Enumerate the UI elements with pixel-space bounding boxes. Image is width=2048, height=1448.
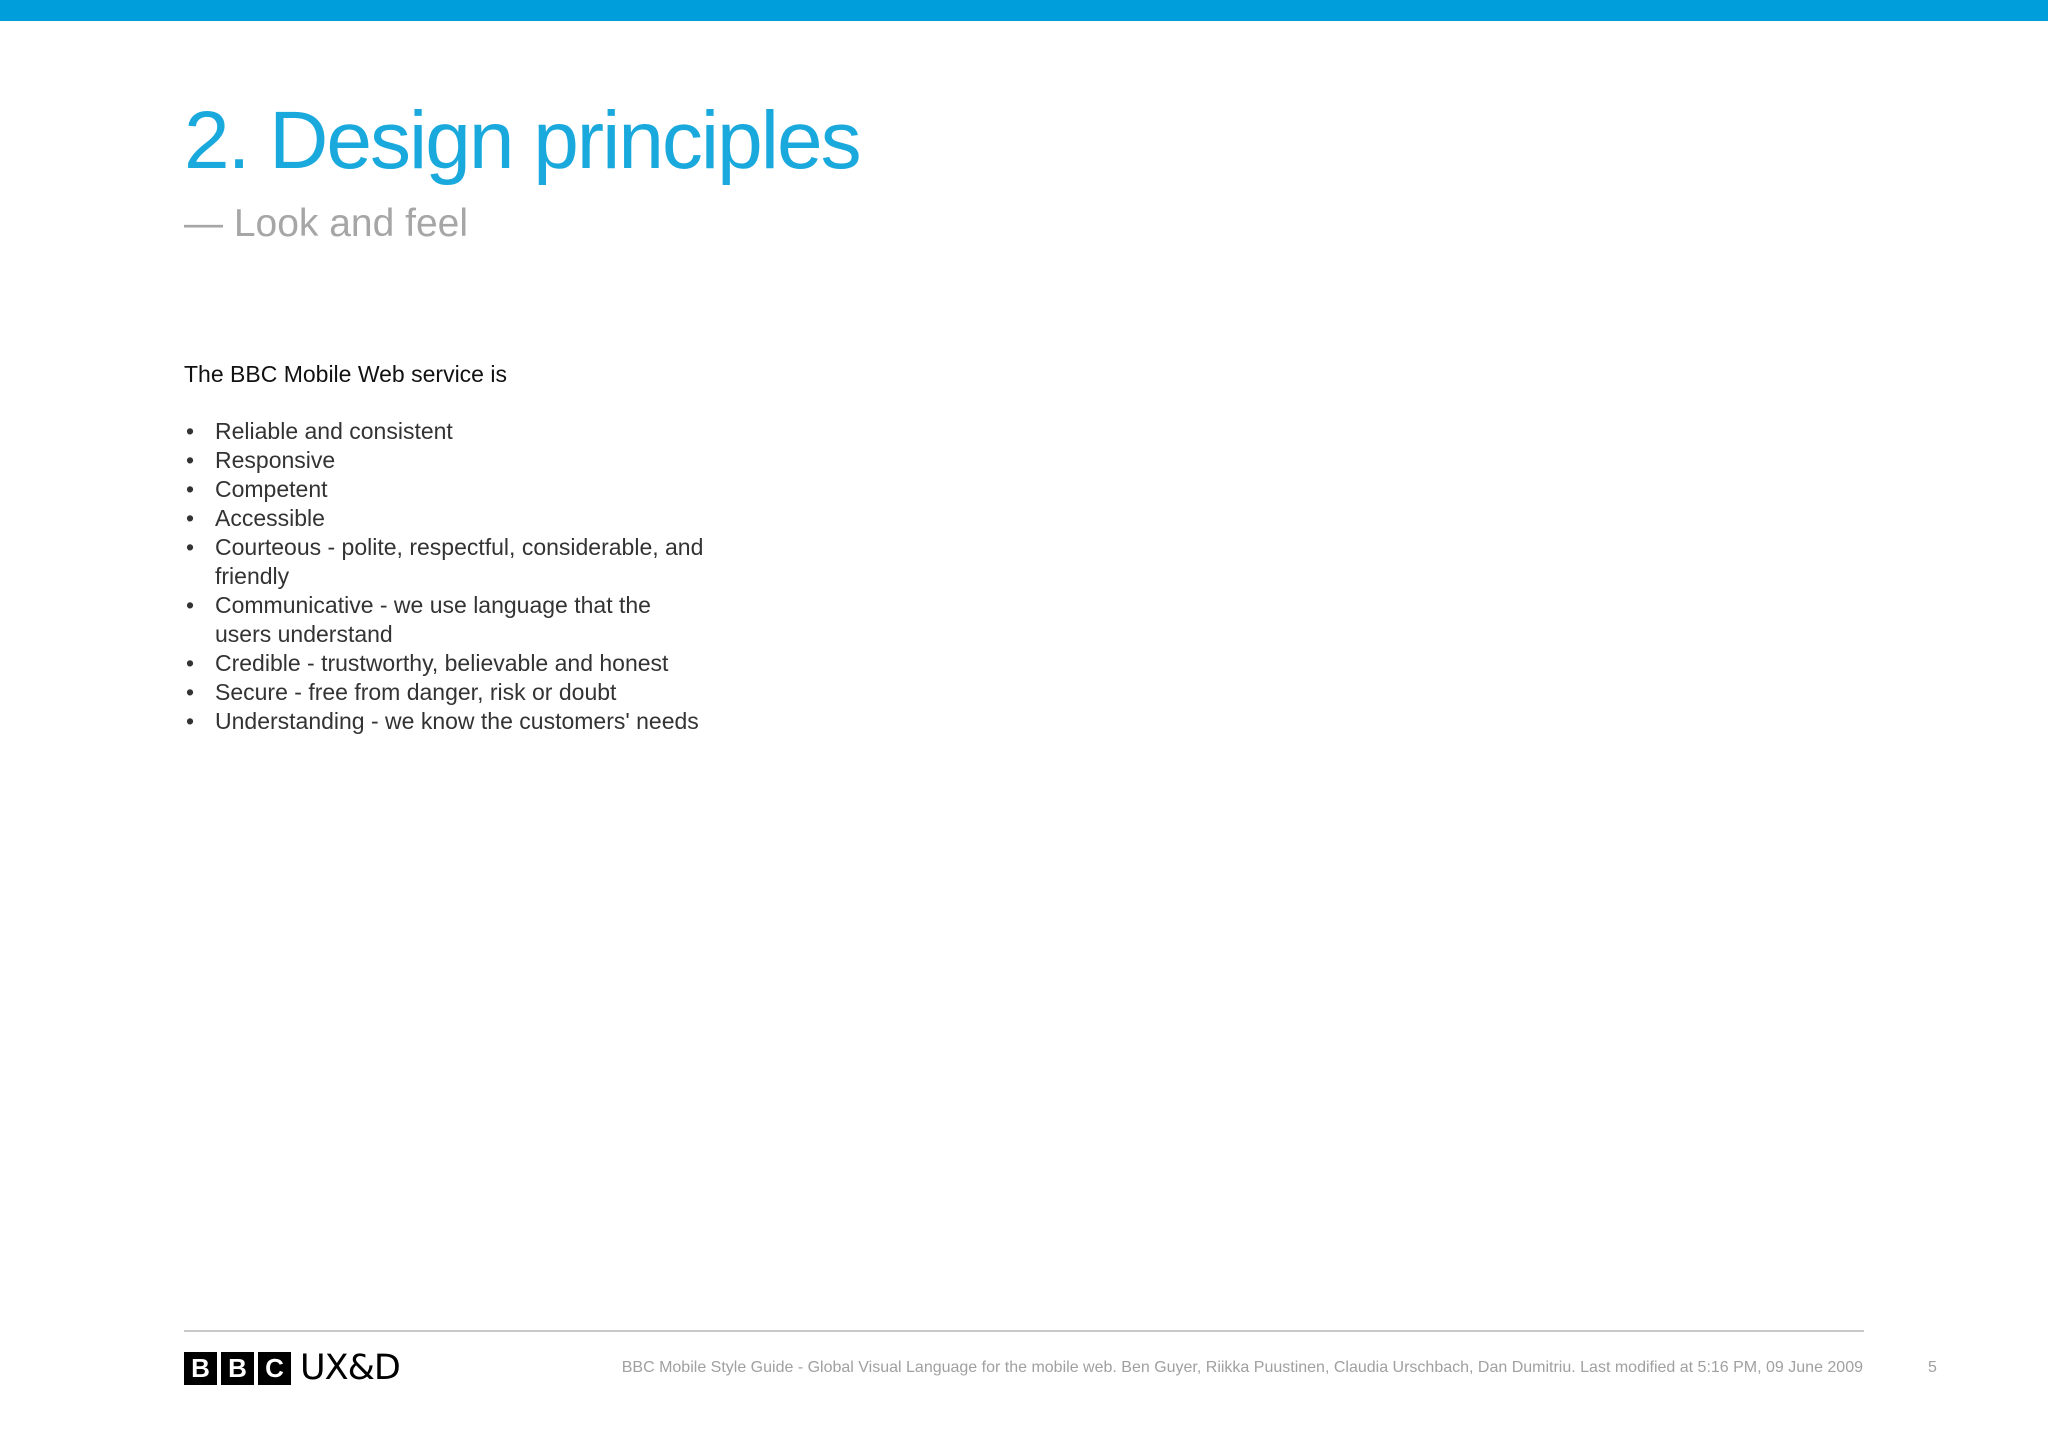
- page-subtitle: — Look and feel: [184, 202, 469, 245]
- bullet-icon: •: [186, 505, 195, 531]
- list-item-text: Secure - free from danger, risk or doubt: [215, 679, 617, 705]
- bullet-icon: •: [186, 679, 195, 705]
- list-item: [184, 678, 704, 707]
- bullet-icon: •: [186, 592, 195, 618]
- logo-letter-b2: B: [221, 1352, 254, 1385]
- bullet-icon: •: [186, 476, 195, 502]
- list-item-text: Competent: [215, 476, 328, 502]
- principles-list: [184, 417, 704, 736]
- page-number: 5: [1928, 1359, 1937, 1376]
- list-item-text: Accessible: [215, 505, 325, 531]
- footer-credits: BBC Mobile Style Guide - Global Visual Language for the mobile web. Ben Guyer, Riikka Puustinen, Claudia Urschbach, Dan Dumitriu. Last modified at 5:16 PM, 09 June 2009: [621, 1359, 1863, 1376]
- list-item: [184, 591, 704, 649]
- bbc-uxd-logo: [184, 1348, 400, 1388]
- bullet-icon: •: [186, 650, 195, 676]
- list-item: [184, 707, 704, 736]
- logo-uxd-text: UX&D: [300, 1348, 400, 1388]
- list-item: [184, 649, 704, 678]
- list-item-text: Communicative - we use language that the users understand: [215, 592, 651, 647]
- list-item-text: Reliable and consistent: [215, 418, 453, 444]
- page-title: 2. Design principles: [184, 95, 860, 186]
- bullet-icon: •: [186, 418, 195, 444]
- list-item-text: Credible - trustworthy, believable and honest: [215, 650, 669, 676]
- list-item: [184, 533, 704, 591]
- list-item: [184, 417, 704, 446]
- bullet-icon: •: [186, 708, 195, 734]
- intro-text: The BBC Mobile Web service is: [184, 361, 507, 387]
- list-item-text: Understanding - we know the customers' needs: [215, 708, 699, 734]
- bullet-icon: •: [186, 447, 195, 473]
- list-item: [184, 446, 704, 475]
- logo-letter-b1: B: [184, 1352, 217, 1385]
- list-item-text: Responsive: [215, 447, 336, 473]
- list-item-text: Courteous - polite, respectful, considerable, and friendly: [215, 534, 704, 589]
- top-accent-bar: [0, 0, 2048, 21]
- bullet-icon: •: [186, 534, 195, 560]
- list-item: [184, 475, 704, 504]
- footer-divider: [184, 1330, 1864, 1332]
- logo-letter-c: C: [258, 1352, 291, 1385]
- list-item: [184, 504, 704, 533]
